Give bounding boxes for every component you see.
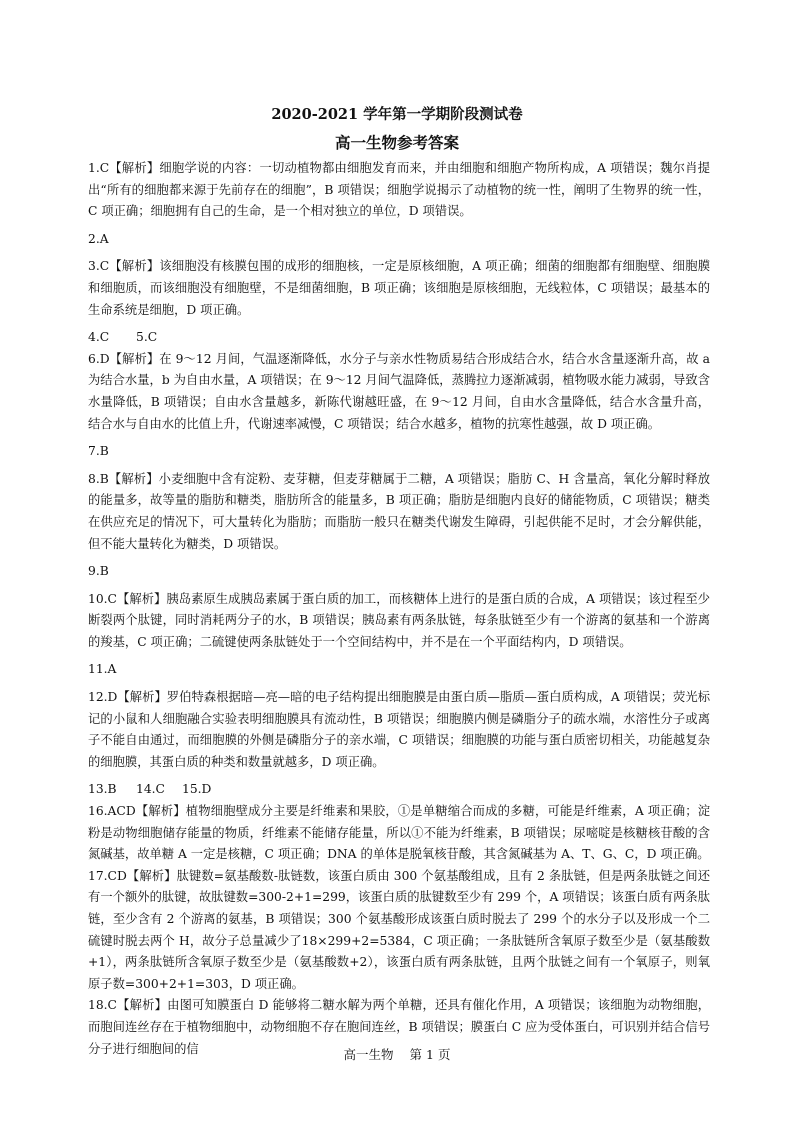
answer-item: 15.D (182, 782, 212, 797)
answer-item: 14.C (136, 782, 165, 797)
page-footer (0, 1045, 794, 1063)
answer-paragraph: 7.B (88, 444, 109, 459)
answer-paragraph: 12.D【解析】罗伯特森根据暗—亮—暗的电子结构提出细胞膜是由蛋白质—脂质—蛋白质构成，A 项错误；荧光标记的小鼠和人细胞融合实验表明细胞膜具有流动性，B 项错误；细胞膜内侧是磷脂分子的疏水端，水溶性分子或离子不能自由通过，而细胞膜的外侧是磷脂分子的亲水端，C 项错误；细胞膜的功能与蛋白质密切相关，功能越复杂的细胞膜，其蛋白质的种类和数量就越多，D 项正确。 (88, 690, 710, 769)
answer-paragraph: 9.B (88, 564, 109, 579)
answer-row (88, 327, 710, 349)
answer-paragraph: 16.ACD【解析】植物细胞壁成分主要是纤维素和果胶，①是单糖缩合而成的多糖，可能是纤维素，A 项正确；淀粉是动物细胞储存能量的物质，纤维素不能储存能量，所以①不能为纤维素，B 项错误；尿嘧啶是核糖核苷酸的含氮碱基，故单糖 A 一定是核糖，C 项正确；DNA 的单体是脱氧核苷酸，其含氮碱基为 A、T、G、C，D 项正确。 (88, 804, 710, 862)
answer-list (88, 158, 710, 1060)
footer-page-number: 第 1 页 (409, 1047, 451, 1062)
answer-paragraph: 2.A (88, 231, 109, 246)
answer-paragraph: 17.CD【解析】肽键数=氨基酸数-肽链数，该蛋白质由 300 个氨基酸组成，且有 2 条肽链，但是两条肽链之间还有一个额外的肽键，故肽键数=300-2+1=299，该蛋白质的肽键数至少有 299 个，A 项错误；该蛋白质有两条肽链，至少含有 2 个游离的氨基，B 项错误；300 个氨基酸形成该蛋白质时脱去了 299 个的水分子以及形成一个二硫键时脱去两个 H，故分子总量减少了18×299+2=5384，C 项正确；一条肽链所含氧原子数至少是（氨基酸数+1），两条肽链所含氧原子数至少是（氨基酸数+2），该蛋白质有两条肽链，且两个肽链之间有一个氧原子，则氧原子数=300+2+1=303，D 项正确。 (88, 868, 710, 991)
footer-subject: 高一生物 (343, 1047, 394, 1062)
answer-paragraph: 18.C【解析】由图可知膜蛋白 D 能够将二糖水解为两个单糖，还具有催化作用，A 项错误；该细胞为动物细胞，而胞间连丝存在于植物细胞中，动物细胞不存在胞间连丝，B 项错误；膜蛋白 C 应为受体蛋白，可识别并结合信号分子进行细胞间的信 (88, 998, 710, 1056)
exam-title: 2020-2021 学年第一学期阶段测试卷 (271, 106, 523, 123)
answer-paragraph: 1.C【解析】细胞学说的内容：一切动植物都由细胞发育而来，并由细胞和细胞产物所构成，A 项错误；魏尔肖提出“所有的细胞都来源于先前存在的细胞”，B 项错误；细胞学说揭示了动植物的统一性，阐明了生物界的统一性，C 项正确；细胞拥有自己的生命，是一个相对独立的单位，D 项错误。 (88, 161, 710, 219)
answer-paragraph: 3.C【解析】该细胞没有核膜包围的成形的细胞核，一定是原核细胞，A 项正确；细菌的细胞都有细胞壁、细胞膜和细胞质，而该细胞没有细胞壁，不是细菌细胞，B 项正确；该细胞是原核细胞，无线粒体，C 项错误；最基本的生命系统是细胞，D 项正确。 (88, 259, 710, 317)
answer-row (88, 779, 710, 801)
answer-paragraph: 8.B【解析】小麦细胞中含有淀粉、麦芽糖，但麦芽糖属于二糖，A 项错误；脂肪 C、H 含量高，氧化分解时释放的能量多，故等量的脂肪和糖类，脂肪所含的能量多，B 项正确；脂肪是细胞内良好的储能物质，C 项错误；糖类在供应充足的情况下，可大量转化为脂肪；而脂肪一般只在糖类代谢发生障碍，引起供能不足时，才会分解供能，但不能大量转化为糖类，D 项错误。 (88, 471, 710, 551)
answer-paragraph: 11.A (88, 662, 117, 677)
answer-item: 13.B (88, 782, 117, 797)
answer-key-title: 高一生物参考答案 (334, 133, 459, 152)
answer-item: 4.C (88, 330, 110, 345)
answer-paragraph: 6.D【解析】在 9～12 月间，气温逐渐降低，水分子与亲水性物质易结合形成结合水，结合水含量逐渐升高，故 a 为结合水量，b 为自由水量，A 项错误；在 9～12 月间气温降低，蒸腾拉力逐渐减弱，植物吸水能力减弱，导致含水量降低，B 项错误；自由水含量越多，新陈代谢越旺盛，在 9～12 月间，自由水含量降低，结合水含量升高，结合水与自由水的比值上升，代谢速率减慢，C 项错误；结合水越多，植物的抗寒性越强，故 D 项正确。 (88, 351, 710, 431)
answer-item: 5.C (136, 330, 158, 345)
answer-paragraph: 10.C【解析】胰岛素原生成胰岛素属于蛋白质的加工，而核糖体上进行的是蛋白质的合成，A 项错误；该过程至少断裂两个肽键，同时消耗两分子的水，B 项错误；胰岛素有两条肽链，每条肽链至少有一个游离的氨基和一个游离的羧基，C 项正确；二硫键使两条肽链处于一个空间结构中，并不是在一个平面结构内，D 项错误。 (88, 591, 710, 649)
